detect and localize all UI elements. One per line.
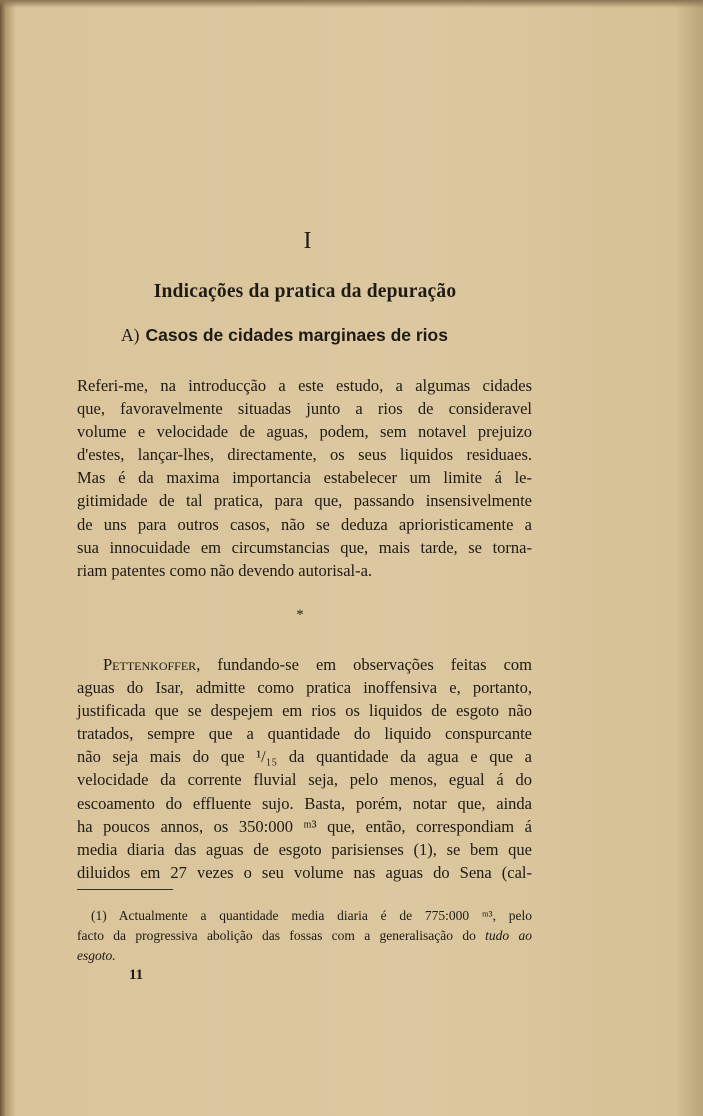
- paragraph-line: escoamento do effluente sujo. Basta, porém, notar que, ainda: [77, 793, 532, 813]
- footnote-line: [77, 925, 532, 945]
- paragraph-line: Referi-me, na introducção a este estudo, a algumas cidades: [77, 376, 532, 395]
- author-name: Pettenkoffer: [103, 655, 197, 674]
- paragraph-2: [77, 653, 532, 884]
- paragraph-line: d'estes, lançar-lhes, directamente, os seus liquidos residuaes.: [77, 445, 532, 465]
- page-top-shadow: [0, 0, 703, 8]
- page-number: 11: [129, 967, 144, 983]
- paragraph-line: justificada que se despejem em rios os liquidos de esgoto não: [77, 701, 532, 721]
- paragraph-line: media diaria das aguas de esgoto parisienses (1), se bem que: [77, 839, 532, 859]
- paragraph-line: Mas é da maxima importancia estabelecer um limite á le-: [77, 468, 532, 488]
- paragraph-line: não seja mais do que ¹/₁₅ da quantidade da agua e que a: [77, 747, 532, 767]
- paragraph-line: aguas do Isar, admitte como pratica inoffensiva e, portanto,: [77, 678, 532, 698]
- footnote-rule: [77, 889, 173, 890]
- section-letter: A): [121, 325, 140, 345]
- paragraph-line: riam patentes como não devendo autorisal-a.: [77, 560, 373, 580]
- section-heading-text: Casos de cidades marginaes de rios: [145, 325, 448, 345]
- footnote: [77, 905, 532, 965]
- paragraph-line: diluidos em 27 vezes o seu volume nas aguas do Sena (cal-: [77, 862, 532, 882]
- footnote-line: [77, 945, 532, 965]
- paragraph-1: [77, 374, 532, 582]
- paragraph-line: que, favoravelmente situadas junto a rios de consideravel: [77, 399, 532, 419]
- section-heading: [121, 325, 541, 346]
- paragraph-line: gitimidade de tal pratica, para que, passando insensivelmente: [77, 491, 532, 511]
- paragraph-line: volume e velocidade de aguas, podem, sem notavel prejuizo: [77, 422, 532, 442]
- section-separator: *: [296, 607, 304, 623]
- footnote-italic: tudo ao: [485, 928, 532, 943]
- footnote-text: facto da progressiva abolição das fossas com a generalisação do: [77, 928, 486, 943]
- paragraph-line: [77, 653, 532, 676]
- paragraph-line: sua innocuidade em circumstancias que, mais tarde, se torna-: [77, 537, 532, 557]
- footnote-line: (1) Actualmente a quantidade media diaria é de 775:000 ᵐ³, pelo: [91, 908, 532, 923]
- paragraph-line: ha poucos annos, os 350:000 ᵐ³ que, então, correspondiam á: [77, 816, 532, 836]
- footnote-italic: esgoto.: [77, 948, 116, 963]
- chapter-title: Indicações da pratica da depuração: [153, 281, 457, 302]
- paragraph-line: de uns para outros casos, não se deduza aprioristicamente a: [77, 514, 532, 534]
- paragraph-line: tratados, sempre que a quantidade do liquido conspurcante: [77, 724, 532, 744]
- chapter-number: I: [303, 228, 312, 254]
- paragraph-line: velocidade da corrente fluvial seja, pelo menos, egual á do: [77, 770, 532, 790]
- paragraph-line-text: , fundando-se em observações feitas com: [196, 655, 532, 674]
